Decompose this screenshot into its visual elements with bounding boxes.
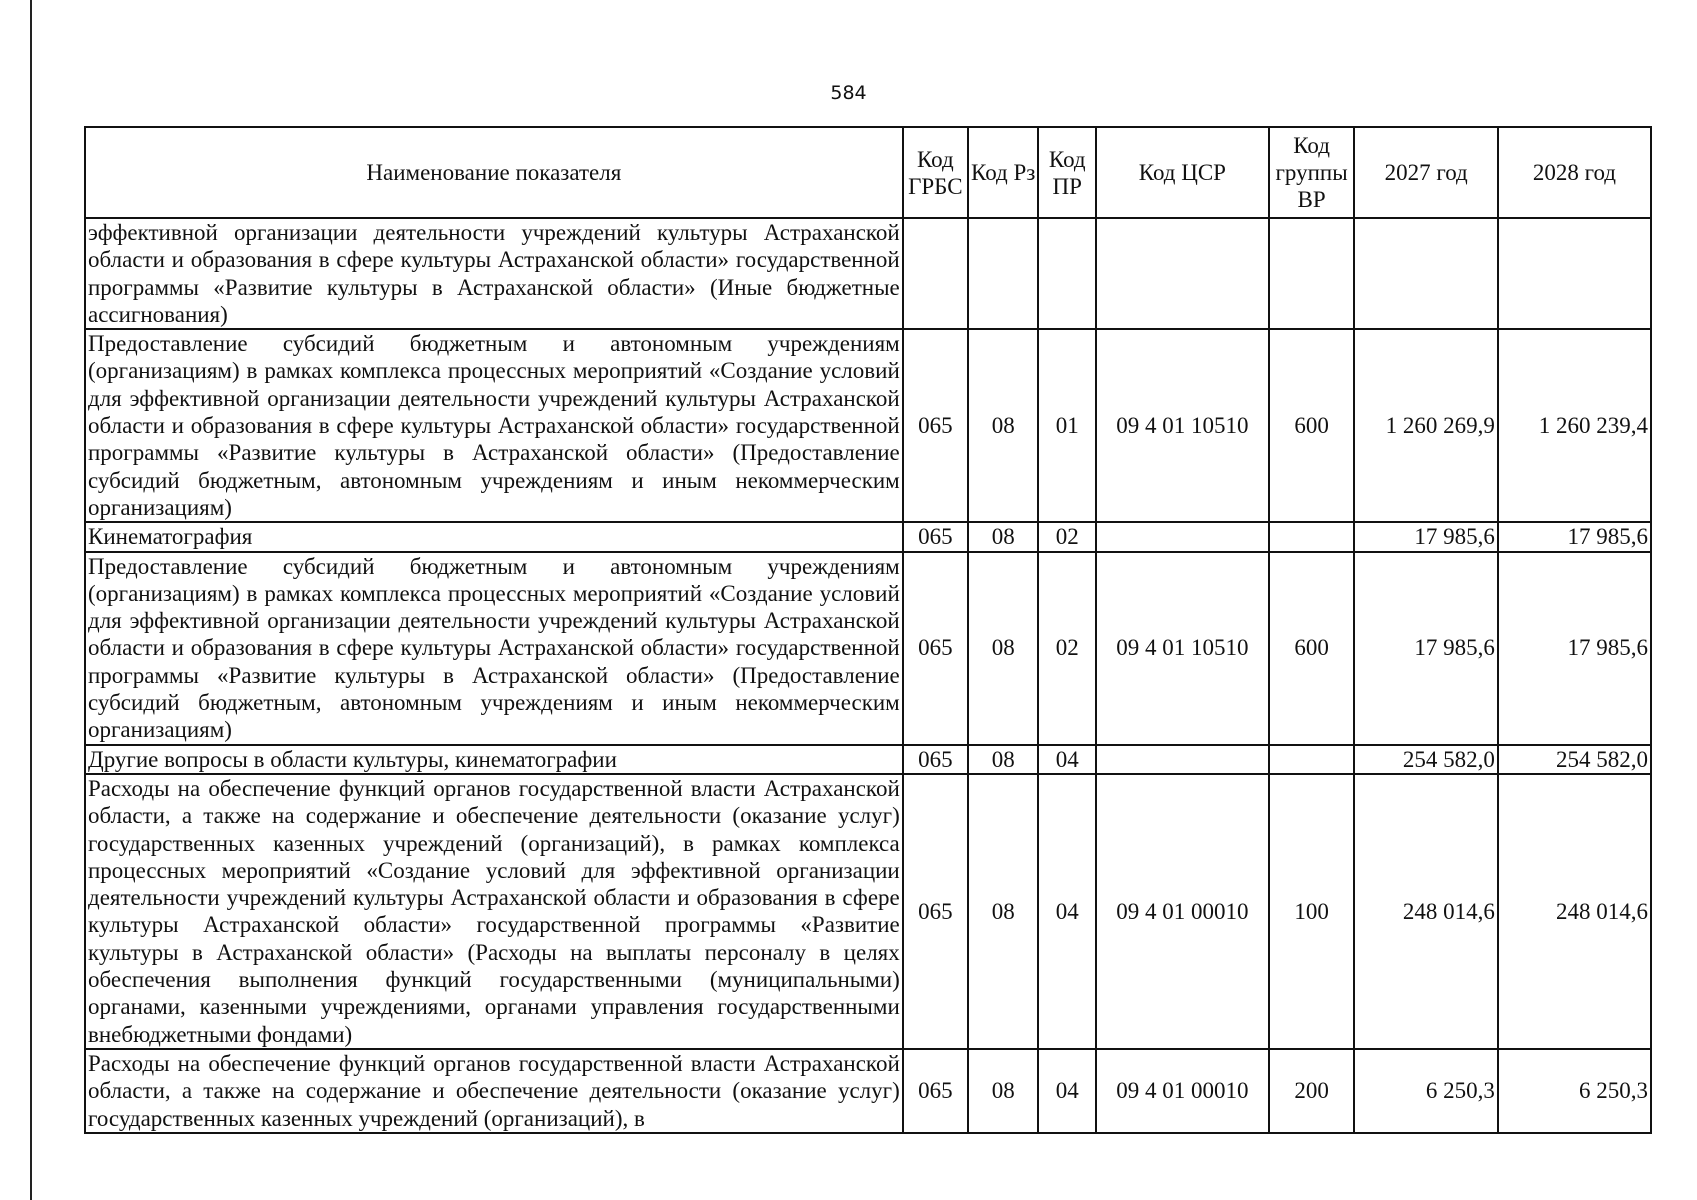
- row-2028: 17 985,6: [1498, 552, 1651, 745]
- budget-table: [84, 126, 1652, 1134]
- row-rz: 08: [968, 522, 1039, 551]
- header-pr: Код ПР: [1038, 127, 1096, 218]
- row-grbs: 065: [903, 1049, 968, 1133]
- row-csr: 09 4 01 10510: [1096, 329, 1269, 522]
- row-grbs: [903, 218, 968, 329]
- row-2027: [1354, 218, 1497, 329]
- row-vr: 600: [1269, 552, 1355, 745]
- row-rz: 08: [968, 1049, 1039, 1133]
- row-vr: [1269, 522, 1355, 551]
- row-csr: [1096, 522, 1269, 551]
- table-row: [85, 329, 1651, 522]
- row-vr: 100: [1269, 774, 1355, 1049]
- page-number: 584: [830, 82, 867, 104]
- row-2028: 17 985,6: [1498, 522, 1651, 551]
- row-2027: 17 985,6: [1354, 522, 1497, 551]
- row-rz: [968, 218, 1039, 329]
- row-name: Расходы на обеспечение функций органов государственной власти Астраханской области, а также на содержание и обеспечение деятельности (оказание услуг) государственных казенных учреждений (организаций), в рамках комплекса процессных мероприятий «Создание условий для эффективной организации деятельности учреждений культуры Астраханской области и образования в сфере культуры Астраханской области» государственной программы «Развитие культуры в Астраханской области» (Расходы на выплаты персоналу в целях обеспечения выполнения функций государственными (муниципальными) органами, казенными учреждениями, органами управления государственными внебюджетными фондами): [85, 774, 903, 1049]
- row-grbs: 065: [903, 745, 968, 774]
- header-grbs: Код ГРБС: [903, 127, 968, 218]
- table-row: [85, 552, 1651, 745]
- row-2028: 254 582,0: [1498, 745, 1651, 774]
- row-2027: 1 260 269,9: [1354, 329, 1497, 522]
- row-2028: [1498, 218, 1651, 329]
- row-name: Расходы на обеспечение функций органов государственной власти Астраханской области, а также на содержание и обеспечение деятельности (оказание услуг) государственных казенных учреждений (организаций), в: [85, 1049, 903, 1133]
- row-name: Предоставление субсидий бюджетным и автономным учреждениям (организациям) в рамках комплекса процессных мероприятий «Создание условий для эффективной организации деятельности учреждений культуры Астраханской области и образования в сфере культуры Астраханской области» государственной программы «Развитие культуры в Астраханской области» (Предоставление субсидий бюджетным, автономным учреждениям и иным некоммерческим организациям): [85, 329, 903, 522]
- header-name: Наименование показателя: [85, 127, 903, 218]
- row-vr: [1269, 218, 1355, 329]
- row-2027: 248 014,6: [1354, 774, 1497, 1049]
- row-grbs: 065: [903, 329, 968, 522]
- table-row: [85, 745, 1651, 774]
- header-rz: Код Рз: [968, 127, 1039, 218]
- row-rz: 08: [968, 329, 1039, 522]
- header-vr: Код группы ВР: [1269, 127, 1355, 218]
- row-csr: 09 4 01 00010: [1096, 774, 1269, 1049]
- row-pr: 01: [1038, 329, 1096, 522]
- row-vr: 600: [1269, 329, 1355, 522]
- row-vr: 200: [1269, 1049, 1355, 1133]
- row-2028: 248 014,6: [1498, 774, 1651, 1049]
- table-row: [85, 774, 1651, 1049]
- row-2028: 6 250,3: [1498, 1049, 1651, 1133]
- row-csr: [1096, 218, 1269, 329]
- header-2027: 2027 год: [1354, 127, 1497, 218]
- row-2027: 17 985,6: [1354, 552, 1497, 745]
- row-csr: 09 4 01 10510: [1096, 552, 1269, 745]
- table-row: [85, 522, 1651, 551]
- header-csr: Код ЦСР: [1096, 127, 1269, 218]
- row-2028: 1 260 239,4: [1498, 329, 1651, 522]
- row-pr: [1038, 218, 1096, 329]
- row-grbs: 065: [903, 552, 968, 745]
- row-grbs: 065: [903, 774, 968, 1049]
- row-name: Другие вопросы в области культуры, кинематографии: [85, 745, 903, 774]
- row-vr: [1269, 745, 1355, 774]
- row-pr: 02: [1038, 552, 1096, 745]
- row-name: Кинематография: [85, 522, 903, 551]
- row-pr: 02: [1038, 522, 1096, 551]
- row-grbs: 065: [903, 522, 968, 551]
- row-rz: 08: [968, 745, 1039, 774]
- row-rz: 08: [968, 552, 1039, 745]
- table-row: [85, 1049, 1651, 1133]
- page-margin-line: [30, 0, 32, 1200]
- row-pr: 04: [1038, 774, 1096, 1049]
- table-header-row: [85, 127, 1651, 218]
- row-pr: 04: [1038, 1049, 1096, 1133]
- table-row: [85, 218, 1651, 329]
- row-csr: [1096, 745, 1269, 774]
- row-rz: 08: [968, 774, 1039, 1049]
- row-csr: 09 4 01 00010: [1096, 1049, 1269, 1133]
- row-2027: 254 582,0: [1354, 745, 1497, 774]
- row-name: эффективной организации деятельности учреждений культуры Астраханской области и образования в сфере культуры Астраханской области» государственной программы «Развитие культуры в Астраханской области» (Иные бюджетные ассигнования): [85, 218, 903, 329]
- row-pr: 04: [1038, 745, 1096, 774]
- header-2028: 2028 год: [1498, 127, 1651, 218]
- row-name: Предоставление субсидий бюджетным и автономным учреждениям (организациям) в рамках комплекса процессных мероприятий «Создание условий для эффективной организации деятельности учреждений культуры Астраханской области и образования в сфере культуры Астраханской области» государственной программы «Развитие культуры в Астраханской области» (Предоставление субсидий бюджетным, автономным учреждениям и иным некоммерческим организациям): [85, 552, 903, 745]
- row-2027: 6 250,3: [1354, 1049, 1497, 1133]
